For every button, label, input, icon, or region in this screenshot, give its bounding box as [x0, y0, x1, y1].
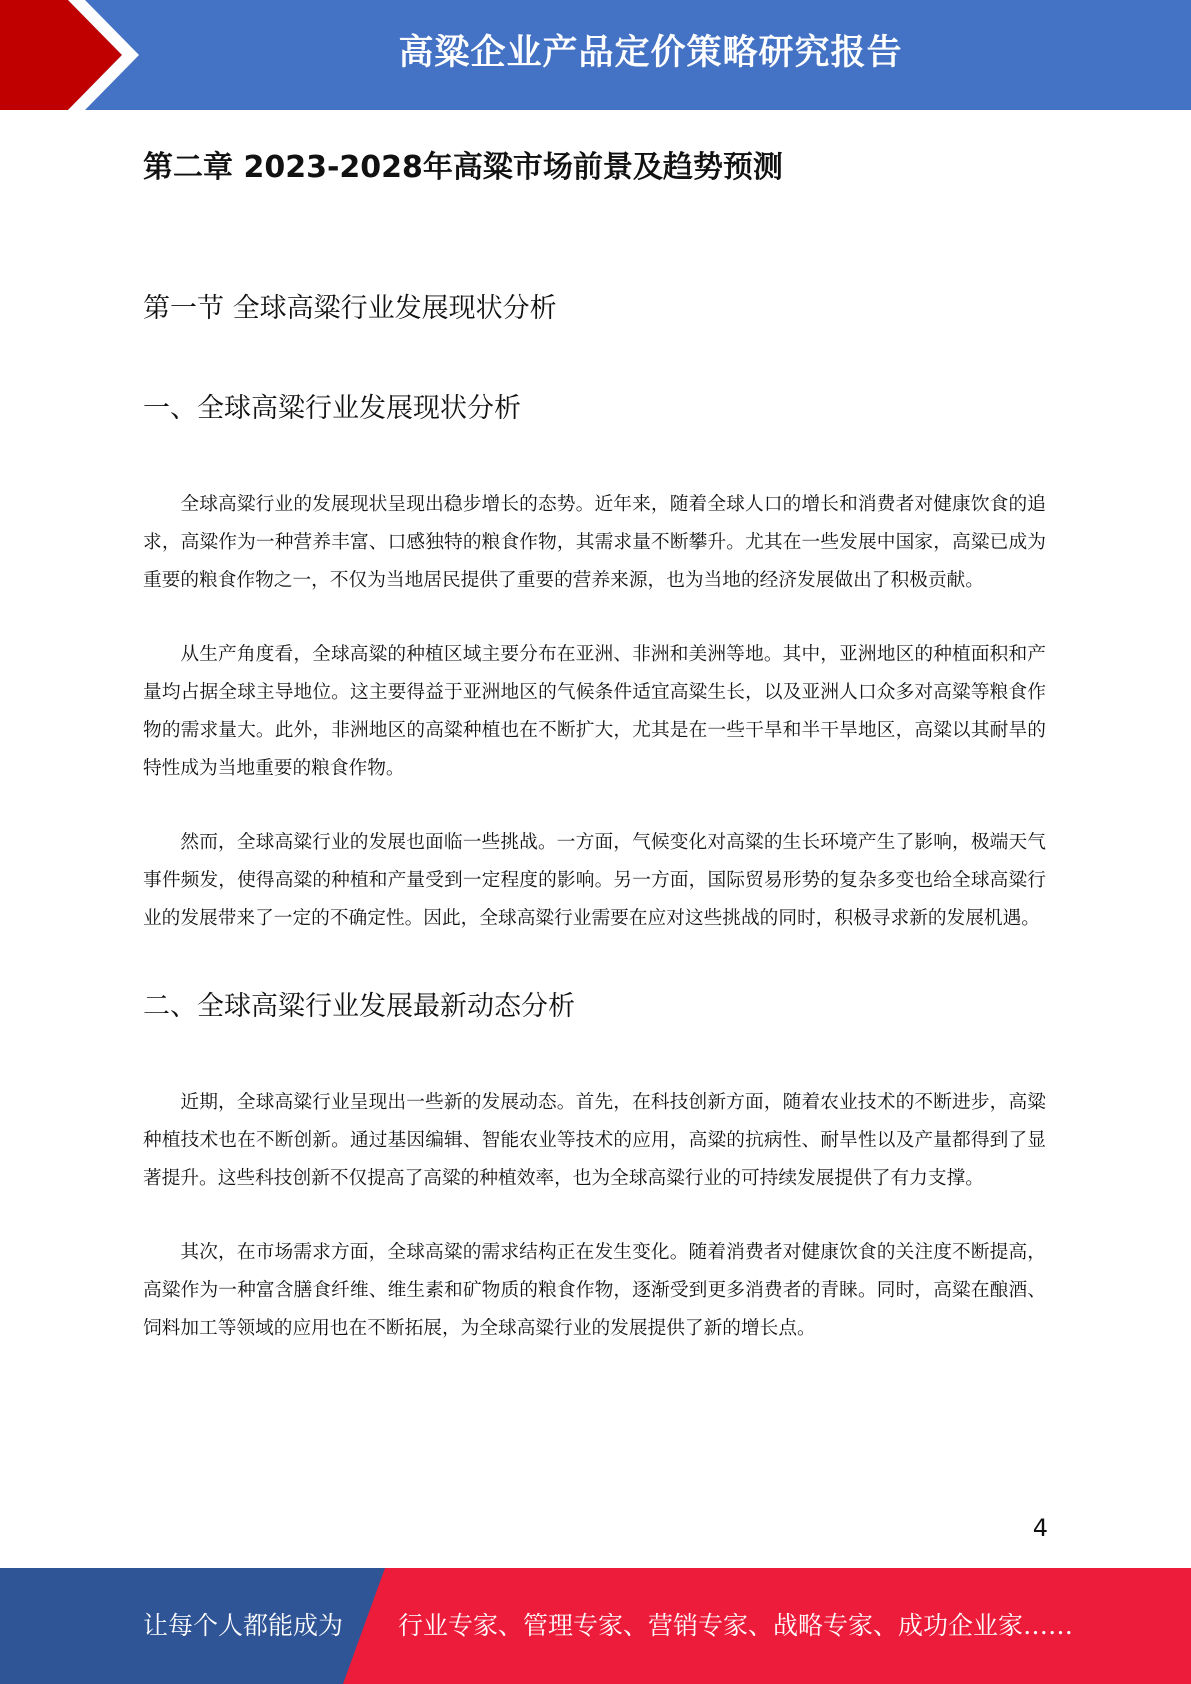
page-number: 4 — [1032, 1514, 1048, 1542]
paragraph: 然而，全球高粱行业的发展也面临一些挑战。一方面，气候变化对高粱的生长环境产生了影响，极端天气事件频发，使得高粱的种植和产量受到一定程度的影响。另一方面，国际贸易形势的复杂多变也给全球高粱行业的发展带来了一定的不确定性。因此，全球高粱行业需要在应对这些挑战的同时，积极寻求新的发展机遇。 — [143, 832, 1046, 929]
subsection-title-1: 一、全球高粱行业发展现状分析 — [143, 393, 521, 424]
paragraph: 其次，在市场需求方面，全球高粱的需求结构正在发生变化。随着消费者对健康饮食的关注度不断提高，高粱作为一种富含膳食纤维、维生素和矿物质的粮食作物，逐渐受到更多消费者的青睐。同时，高粱在酿酒、饲料加工等领域的应用也在不断拓展，为全球高粱行业的发展提供了新的增长点。 — [143, 1242, 1046, 1339]
paragraph: 近期，全球高粱行业呈现出一些新的发展动态。首先，在科技创新方面，随着农业技术的不断进步，高粱种植技术也在不断创新。通过基因编辑、智能农业等技术的应用，高粱的抗病性、耐旱性以及产量都得到了显著提升。这些科技创新不仅提高了高粱的种植效率，也为全球高粱行业的可持续发展提供了有力支撑。 — [143, 1092, 1046, 1189]
footer-slogan-left: 让每个人都能成为 — [143, 1611, 344, 1640]
subsection-title-2: 二、全球高粱行业发展最新动态分析 — [143, 991, 575, 1022]
header-chevron-icon — [0, 0, 150, 110]
page-header — [0, 0, 1191, 110]
footer-slogan-right: 行业专家、管理专家、营销专家、战略专家、成功企业家…… — [398, 1611, 1074, 1640]
paragraph: 全球高粱行业的发展现状呈现出稳步增长的态势。近年来，随着全球人口的增长和消费者对健康饮食的追求，高粱作为一种营养丰富、口感独特的粮食作物，其需求量不断攀升。尤其在一些发展中国家，高粱已成为重要的粮食作物之一，不仅为当地居民提供了重要的营养来源，也为当地的经济发展做出了积极贡献。 — [143, 494, 1046, 591]
page-footer — [0, 1568, 1191, 1684]
report-title: 高粱企业产品定价策略研究报告 — [398, 33, 903, 73]
paragraph: 从生产角度看，全球高粱的种植区域主要分布在亚洲、非洲和美洲等地。其中，亚洲地区的种植面积和产量均占据全球主导地位。这主要得益于亚洲地区的气候条件适宜高粱生长，以及亚洲人口众多对高粱等粮食作物的需求量大。此外，非洲地区的高粱种植也在不断扩大，尤其是在一些干旱和半干旱地区，高粱以其耐旱的特性成为当地重要的粮食作物。 — [143, 644, 1046, 779]
chapter-title: 第二章 2023-2028年高粱市场前景及趋势预测 — [143, 150, 783, 185]
document-body — [143, 130, 1046, 1348]
section-title: 第一节 全球高粱行业发展现状分析 — [143, 293, 557, 324]
